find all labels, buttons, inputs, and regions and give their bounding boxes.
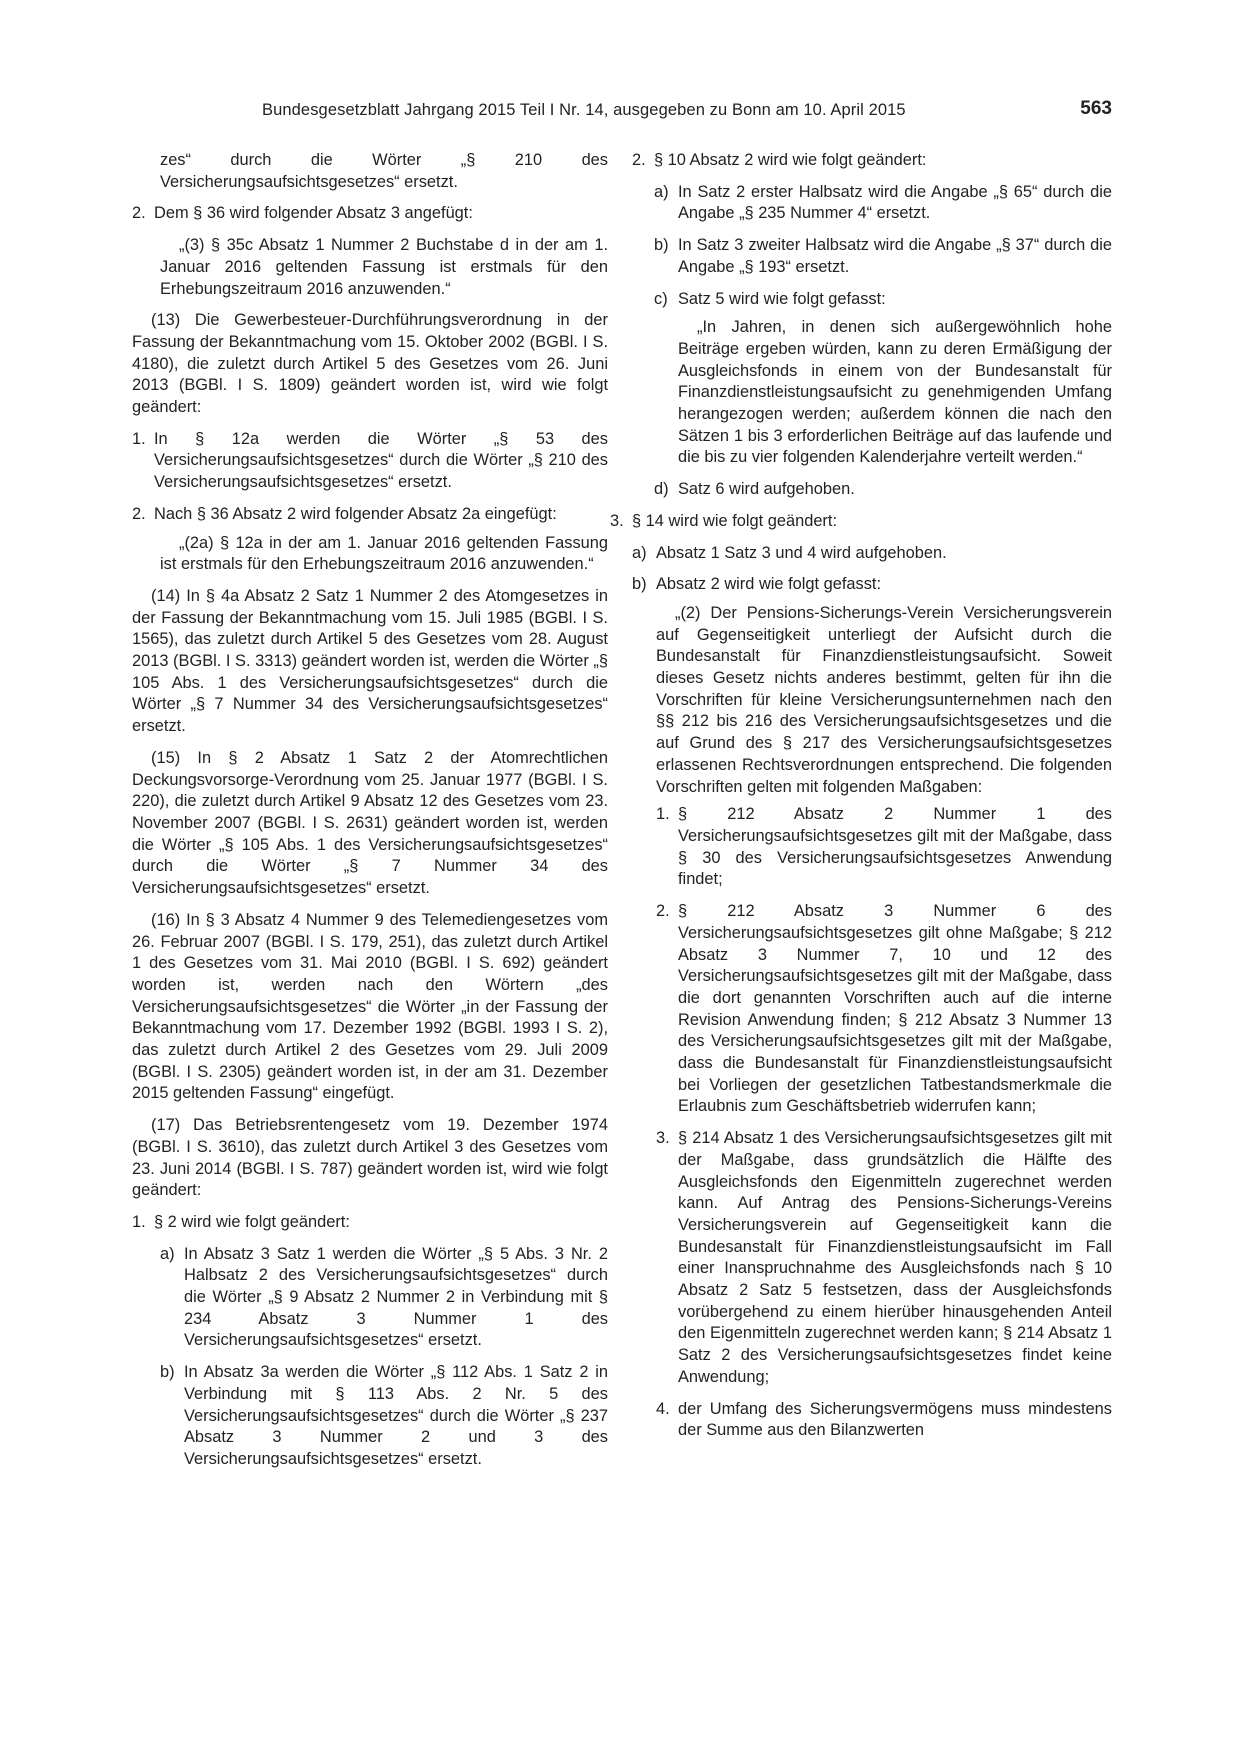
right-column — [610, 150, 1112, 1452]
list-item — [610, 511, 1112, 533]
list-text: § 2 wird wie folgt geändert: — [154, 1212, 350, 1231]
paragraph-16: (16) In § 3 Absatz 4 Nummer 9 des Telemediengesetzes vom 26. Februar 2007 (BGBl. I S. 179, 251), das zuletzt durch Artikel 1 des Gesetzes vom 31. Mai 2010 (BGBl. I S. 692) geändert worden ist, werden nach den Wörtern „des Versicherungsaufsichtsgesetzes“ die Wörter „in der Fassung der Bekanntmachung vom 17. Dezember 1992 (BGBl. 1993 I S. 2), das zuletzt durch Artikel 2 des Gesetzes vom 29. Juli 2009 (BGBl. I S. 2305) geändert worden ist, in der am 31. Dezember 2015 geltenden Fassung“ eingefügt. — [132, 910, 608, 1103]
list-text: § 10 Absatz 2 wird wie folgt geändert: — [654, 151, 927, 169]
page-header — [262, 98, 1112, 131]
list-label: 2. — [632, 151, 646, 169]
list-text: In Absatz 3a werden die Wörter „§ 112 Abs. 1 Satz 2 in Verbindung mit § 113 Abs. 2 Nr. 5 des Versicherungsaufsichtsgesetzes“ durch die Wörter „§ 237 Absatz 3 Nummer 2 und 3 des Versicherungsaufsichtsgesetzes“ ersetzt. — [184, 1363, 608, 1468]
list-text: Satz 6 wird aufgehoben. — [678, 480, 855, 499]
list-label: 1. — [132, 429, 146, 448]
list-item — [132, 429, 608, 494]
paragraph-17: (17) Das Betriebsrentengesetz vom 19. Dezember 1974 (BGBl. I S. 3610), das zuletzt durch Artikel 3 des Gesetzes vom 23. Juni 2014 (BGBl. I S. 787) geändert worden ist, wird wie folgt geändert: — [132, 1116, 608, 1200]
list-text: In § 12a werden die Wörter „§ 53 des Versicherungsaufsichtsgesetzes“ durch die Wörter „§ 210 des Versicherungsaufsichtsgesetzes“ ersetzt. — [154, 429, 608, 492]
list-text: In Absatz 3 Satz 1 werden die Wörter „§ 5 Abs. 3 Nr. 2 Halbsatz 2 des Versicherungsaufsichtsgesetzes“ durch die Wörter „§ 9 Absatz 2 Nummer 2 in Verbindung mit § 234 Absatz 3 Nummer 1 des Versicherungsaufsichtsgesetzes“ ersetzt. — [184, 1244, 608, 1350]
page-number: 563 — [1080, 98, 1112, 119]
list-label: 1. — [656, 805, 670, 824]
sub-list-item — [654, 289, 1112, 311]
list-text: In Satz 3 zweiter Halbsatz wird die Angabe „§ 37“ durch die Angabe „§ 193“ ersetzt. — [678, 236, 1112, 276]
list-text: der Umfang des Sicherungsvermögens muss mindestens der Summe aus den Bilanzwerten — [678, 1399, 1112, 1440]
list-label: d) — [654, 480, 669, 499]
sub-list-item — [160, 1244, 608, 1353]
list-label: a) — [632, 543, 647, 562]
list-text: Nach § 36 Absatz 2 wird folgender Absatz 2a eingefügt: — [154, 504, 557, 523]
sub-list-item — [160, 1362, 608, 1471]
sub-list-item — [656, 901, 1112, 1118]
sub-list-item — [656, 804, 1112, 891]
list-item — [132, 504, 608, 526]
list-text: Absatz 2 wird wie folgt gefasst: — [656, 575, 882, 594]
sub-list-item — [656, 1399, 1112, 1442]
list-item — [632, 150, 1112, 172]
list-text: § 214 Absatz 1 des Versicherungsaufsichtsgesetzes gilt mit der Maßgabe, dass grundsätzlich die Hälfte des Ausgleichsfonds den Eigenmitteln zugerechnet werden kann. Auf Antrag des Pensions-Sicherungs-Vereins Versicherungsverein auf Gegenseitigkeit kann die Bundesanstalt für Finanzdienstleistungsaufsicht im Fall einer Inanspruchnahme des Ausgleichsfonds nach § 10 Absatz 2 Satz 5 festsetzen, dass der Ausgleichsfonds vorübergehend zu einem hierüber hinausgehenden Anteil den Eigenmitteln zugerechnet werden kann; § 214 Absatz 1 Satz 2 des Versicherungsaufsichtsgesetzes findet keine Anwendung; — [678, 1129, 1112, 1386]
list-text: In Satz 2 erster Halbsatz wird die Angabe „§ 65“ durch die Angabe „§ 235 Nummer 4“ ersetzt. — [678, 182, 1112, 223]
sub-list-item — [632, 574, 1112, 596]
list-label: 2. — [132, 204, 146, 223]
header-title: Bundesgesetzblatt Jahrgang 2015 Teil I Nr. 14, ausgegeben zu Bonn am 10. April 2015 — [262, 101, 906, 119]
paragraph-14: (14) In § 4a Absatz 2 Satz 1 Nummer 2 des Atomgesetzes in der Fassung der Bekanntmachung vom 15. Juli 1985 (BGBl. I S. 1565), das zuletzt durch Artikel 5 des Gesetzes vom 28. August 2013 (BGBl. I S. 3313) geändert worden ist, werden die Wörter „§ 105 Abs. 1 des Versicherungsaufsichtsgesetzes“ durch die Wörter „§ 7 Nummer 34 des Versicherungsaufsichtsgesetzes“ ersetzt. — [132, 586, 608, 736]
list-text: § 212 Absatz 3 Nummer 6 des Versicherungsaufsichtsgesetzes gilt ohne Maßgabe; § 212 Absatz 3 Nummer 7, 10 und 12 des Versicherungsaufsichtsgesetzes gilt mit der Maßgabe, dass die dort genannten Vorschriften auch auf die interne Revision Anwendung finden; § 212 Absatz 3 Nummer 13 des Versicherungsaufsichtsgesetzes gilt mit der Maßgabe, dass die Bundesanstalt für Finanzdienstleistungsaufsicht bei Vorliegen der gesetzlichen Tatbestandsmerkmale die Erlaubnis zum Geschäftsbetrieb widerrufen kann; — [678, 902, 1112, 1116]
list-text: Satz 5 wird wie folgt gefasst: — [678, 289, 886, 308]
list-item — [132, 1212, 608, 1234]
quoted-amendment: „(2a) § 12a in der am 1. Januar 2016 geltenden Fassung ist erstmals für den Erhebungszeitraum 2016 anzuwenden.“ — [160, 533, 608, 574]
list-label: 3. — [610, 511, 624, 530]
quoted-amendment: „(2) Der Pensions-Sicherungs-Verein Versicherungsverein auf Gegenseitigkeit unterliegt der Aufsicht durch die Bundesanstalt für Finanzdienstleistungsaufsicht. Soweit dieses Gesetz nichts anderes bestimmt, gelten für ihn die Vorschriften für kleine Versicherungsunternehmen nach den §§ 212 bis 216 des Versicherungsaufsichtsgesetzes und die auf Grund des § 217 des Versicherungsaufsichtsgesetzes erlassenen Rechtsverordnungen entsprechend. Die folgenden Vorschriften gelten mit folgenden Maßgaben: — [656, 603, 1112, 796]
sub-list-item — [656, 1128, 1112, 1388]
list-label: 2. — [656, 902, 670, 921]
list-text: Absatz 1 Satz 3 und 4 wird aufgehoben. — [656, 543, 947, 562]
sub-list-item — [654, 182, 1112, 225]
list-label: b) — [654, 236, 669, 255]
list-label: c) — [654, 289, 668, 308]
list-label: a) — [654, 182, 669, 201]
paragraph-continuation: zes“ durch die Wörter „§ 210 des Versicherungsaufsichtsgesetzes“ ersetzt. — [160, 151, 608, 191]
quoted-amendment: „(3) § 35c Absatz 1 Nummer 2 Buchstabe d in der am 1. Januar 2016 geltenden Fassung ist erstmals für den Erhebungszeitraum 2016 anzuwenden.“ — [160, 236, 608, 298]
list-text: Dem § 36 wird folgender Absatz 3 angefügt: — [154, 204, 473, 223]
quoted-amendment: „In Jahren, in denen sich außergewöhnlich hohe Beiträge ergeben würden, kann zu deren Ermäßigung der Ausgleichsfonds in einem von der Bundesanstalt für Finanzdienstleistungsaufsicht zu genehmigenden Umfang herangezogen werden; außerdem können die nach den Sätzen 1 bis 3 erforderlichen Beiträge auf das laufende und die bis zu vier folgenden Kalenderjahre verteilt werden.“ — [678, 318, 1112, 467]
list-label: 4. — [656, 1399, 670, 1418]
sub-list-item — [654, 479, 1112, 501]
list-item — [132, 203, 608, 225]
list-label: 2. — [132, 504, 146, 523]
paragraph-13: (13) Die Gewerbesteuer-Durchführungsverordnung in der Fassung der Bekanntmachung vom 15. Oktober 2002 (BGBl. I S. 4180), die zuletzt durch Artikel 5 des Gesetzes vom 26. Juni 2013 (BGBl. I S. 1809) geändert worden ist, wird wie folgt geändert: — [132, 311, 608, 417]
sub-list-item — [654, 235, 1112, 278]
list-text: § 212 Absatz 2 Nummer 1 des Versicherungsaufsichtsgesetzes gilt mit der Maßgabe, dass § 30 des Versicherungsaufsichtsgesetzes Anwendung findet; — [678, 805, 1112, 889]
list-label: 1. — [132, 1212, 146, 1231]
list-text: § 14 wird wie folgt geändert: — [632, 511, 838, 530]
list-label: a) — [160, 1244, 175, 1263]
sub-list-item — [632, 543, 1112, 565]
list-label: b) — [632, 575, 647, 594]
left-column — [132, 150, 608, 1481]
list-label: 3. — [656, 1129, 670, 1148]
list-label: b) — [160, 1363, 175, 1382]
paragraph-15: (15) In § 2 Absatz 1 Satz 2 der Atomrechtlichen Deckungsvorsorge-Verordnung vom 25. Januar 1977 (BGBl. I S. 220), die zuletzt durch Artikel 9 Absatz 12 des Gesetzes vom 23. November 2007 (BGBl. I S. 2631) geändert worden ist, werden die Wörter „§ 105 Abs. 1 des Versicherungsaufsichtsgesetzes“ durch die Wörter „§ 7 Nummer 34 des Versicherungsaufsichtsgesetzes“ ersetzt. — [132, 748, 608, 898]
